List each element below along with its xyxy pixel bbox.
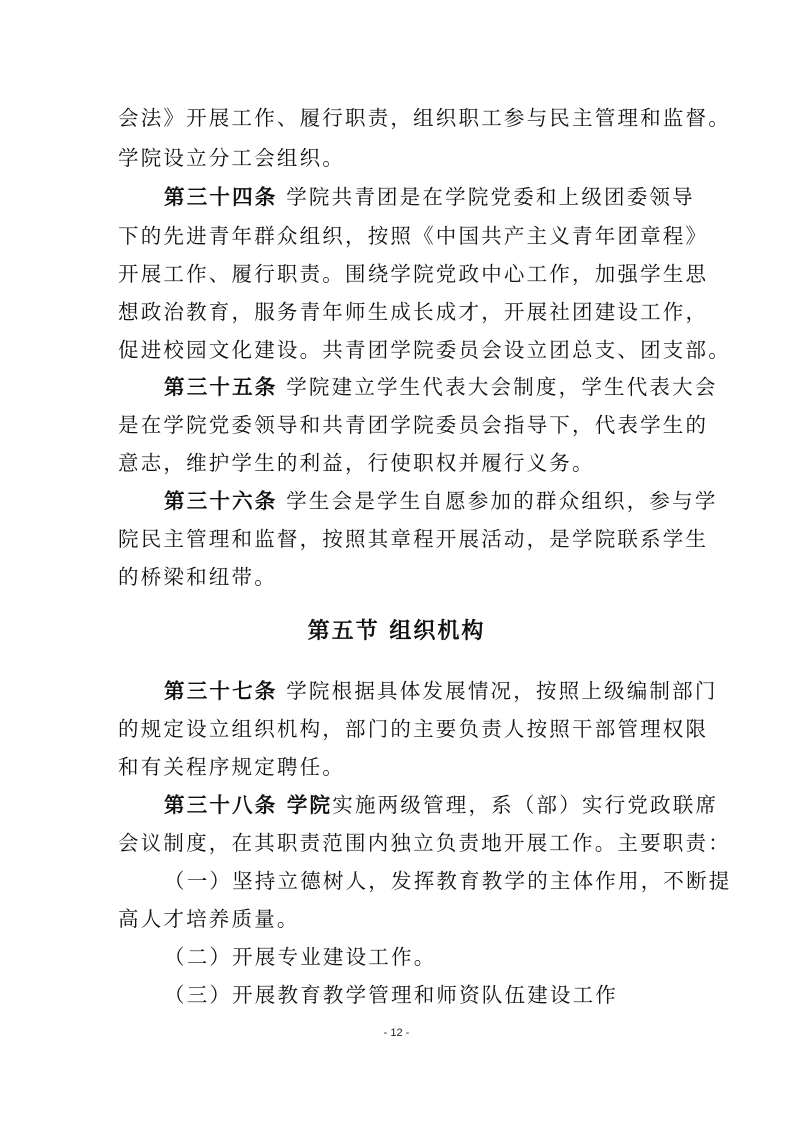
article-text: 实施两级管理，系（部）实行党政联席 [332, 793, 719, 817]
text-line: 促进校园文化建设。共青团学院委员会设立团总支、团支部。 [118, 338, 731, 362]
article-label: 第三十六条 [164, 489, 278, 513]
list-item: （二）开展专业建设工作。 [164, 945, 437, 969]
list-item: （一）坚持立德树人，发挥教育教学的主体作用，不断提 [164, 869, 732, 893]
section-heading: 第五节 组织机构 [307, 619, 486, 644]
article-38 [164, 795, 734, 816]
article-35 [164, 377, 734, 398]
article-label: 第三十七条 [164, 679, 278, 703]
article-label: 第三十四条 [164, 185, 278, 209]
article-34 [164, 187, 734, 208]
article-36 [164, 491, 734, 512]
article-text: 学生会是学生自愿参加的群众组织，参与学 [277, 489, 718, 513]
article-text: 学院共青团是在学院党委和上级团委领导 [277, 185, 695, 209]
text-line: 和有关程序规定聘任。 [118, 755, 345, 779]
text-line: 会法》开展工作、履行职责，组织职工参与民主管理和监督。 [118, 106, 731, 130]
article-37 [164, 681, 734, 702]
text-line: 是在学院党委领导和共青团学院委员会指导下，代表学生的 [118, 413, 709, 437]
text-line: 会议制度，在其职责范围内独立负责地开展工作。主要职责： [118, 831, 731, 855]
text-line: 的桥梁和纽带。 [118, 565, 277, 589]
text-line: 学院设立分工会组织。 [118, 146, 345, 170]
text-line: 高人才培养质量。 [118, 907, 300, 931]
text-line: 院民主管理和监督，按照其章程开展活动，是学院联系学生 [118, 527, 709, 551]
text-line: 下的先进青年群众组织，按照《中国共产主义青年团章程》 [118, 224, 709, 248]
article-text: 学院建立学生代表大会制度，学生代表大会 [277, 375, 718, 399]
text-line: 开展工作、履行职责。围绕学院党政中心工作，加强学生思 [118, 262, 709, 286]
article-text: 学院根据具体发展情况，按照上级编制部门 [277, 679, 718, 703]
list-item: （三）开展教育教学管理和师资队伍建设工作 [164, 983, 618, 1007]
text-line: 的规定设立组织机构，部门的主要负责人按照干部管理权限 [118, 717, 709, 741]
page-number: - 12 - [383, 1027, 410, 1039]
article-label: 第三十八条 学院 [164, 793, 333, 817]
text-line: 意志，维护学生的利益，行使职权并履行义务。 [118, 451, 595, 475]
text-line: 想政治教育，服务青年师生成长成才，开展社团建设工作， [118, 300, 709, 324]
article-label: 第三十五条 [164, 375, 278, 399]
